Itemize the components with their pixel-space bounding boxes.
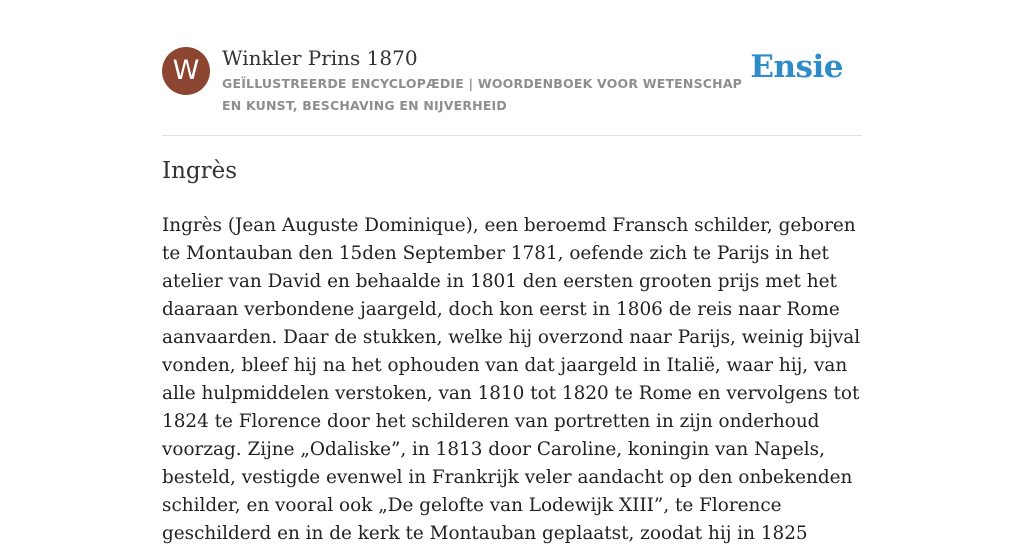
article-body: Ingrès (Jean Auguste Dominique), een beroemd Fransch schilder, geboren te Montauban den 15den September 1781, oefende zich te Parijs in het atelier van David en behaalde in 1801 den eersten grooten prijs met het daaraan verbondene jaargeld, doch kon eerst in 1806 de reis naar Rome aanvaarden. Daar de stukken, welke hij overzond naar Parijs, weinig bijval vonden, bleef hij na het ophouden van dat jaargeld in Italië, waar hij, van alle hulpmiddelen verstoken, van 1810 tot 1820 te Rome en vervolgens tot 1824 te Florence door het schilderen van portretten in zijn onderhoud voorzag. Zijne „Odaliske”, in 1813 door Caroline, koningin van Napels, besteld, vestigde evenwel in Frankrijk veler aandacht op den onbekenden schilder, en vooral ook „De gelofte van Lodewijk XIII”, te Florence geschilderd en in de kerk te Montauban geplaatst, zoodat hij in 1825 xyxy=(162,215,861,544)
ensie-logo[interactable]: Ensie xyxy=(750,49,843,85)
article-title: Ingrès xyxy=(162,158,238,184)
source-avatar[interactable]: W xyxy=(162,47,210,95)
source-subtitle: GEÏLLUSTREERDE ENCYCLOPÆDIE | WOORDENBOEK VOOR WETENSCHAP EN KUNST, BESCHAVING EN NIJVERHEID xyxy=(222,76,743,113)
header-divider xyxy=(162,135,862,136)
source-header xyxy=(162,45,862,135)
source-title[interactable]: Winkler Prins 1870 xyxy=(222,46,418,70)
